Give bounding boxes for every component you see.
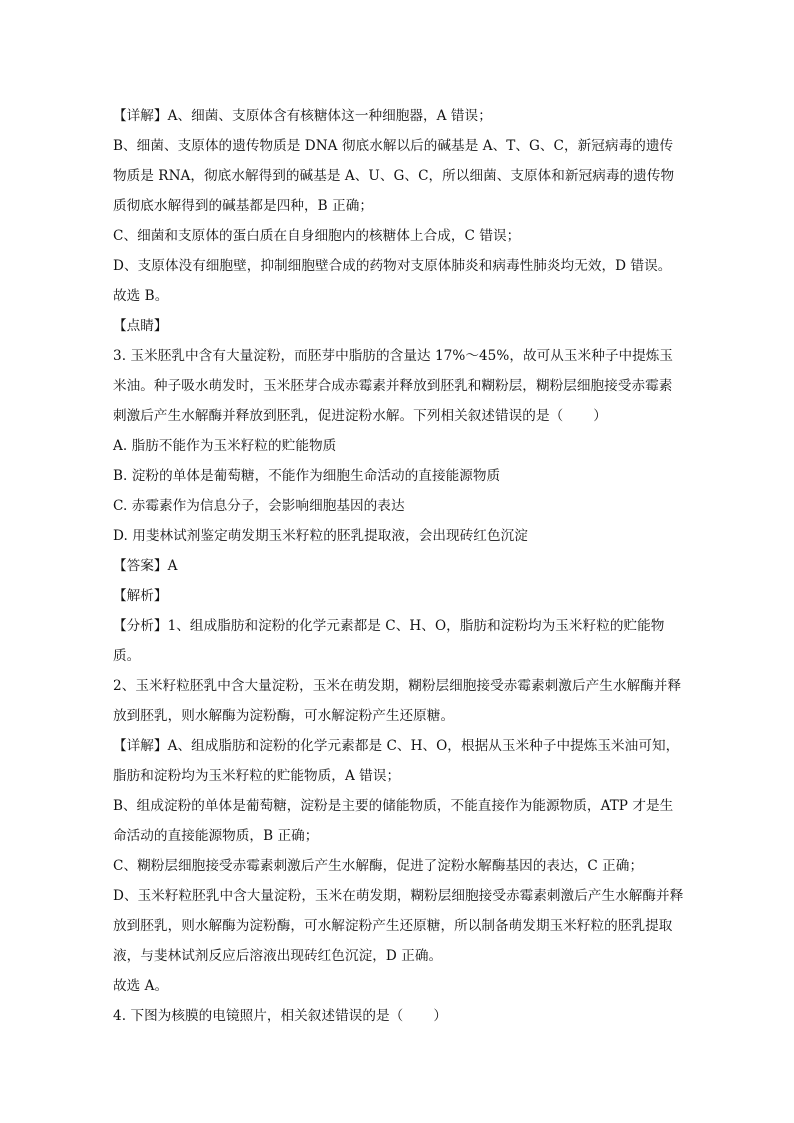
paragraph-text: D. 用斐林试剂鉴定萌发期玉米籽粒的胚乳提取液，会出现砖红色沉淀 [113,528,528,544]
paragraph-text: C、细菌和支原体的蛋白质在自身细胞内的核糖体上合成，C 错误； [113,228,521,244]
closing-paren: ） [433,1008,447,1024]
paragraph [113,101,685,131]
paragraph [113,521,685,551]
paragraph [113,851,685,881]
paragraph [113,731,685,791]
closing-paren: ） [593,408,607,424]
paragraph-text: B、细菌、支原体的遗传物质是 DNA 彻底水解以后的碱基是 A、T、G、C，新冠病毒的遗传物质是 RNA，彻底水解得到的碱基是 A、U、G、C，所以细菌、支原体和新冠病毒的遗传物质彻底水解得到的碱基都是四种，B 正确； [113,138,675,214]
section-label: 【详解】 [113,108,168,124]
section-label: 【答案】 [113,558,168,574]
paragraph [113,971,685,1001]
section-label: 【点睛】 [113,318,168,334]
paragraph [113,551,685,581]
paragraph [113,251,685,281]
document-body [113,101,685,1031]
paragraph [113,581,685,611]
paragraph [113,281,685,311]
paragraph-text: A. 脂肪不能作为玉米籽粒的贮能物质 [113,438,337,454]
paragraph [113,611,685,671]
paragraph-text: 3. 玉米胚乳中含有大量淀粉，而胚芽中脂肪的含量达 17%～45%，故可从玉米种子中提炼玉米油。种子吸水萌发时，玉米胚芽合成赤霉素并释放到胚乳和糊粉层，糊粉层细胞接受赤霉素刺激后产生水解酶并释放到胚乳，促进淀粉水解。下列相关叙述错误的是（ [113,348,674,424]
paragraph [113,791,685,851]
paragraph [113,671,685,731]
paragraph [113,341,685,431]
paragraph-text: 4. 下图为核膜的电镜照片，相关叙述错误的是（ [113,1008,404,1024]
paragraph [113,431,685,461]
paragraph-text: A、组成脂肪和淀粉的化学元素都是 C、H、O，根据从玉米种子中提炼玉米油可知，脂肪和淀粉均为玉米籽粒的贮能物质，A 错误； [113,738,680,784]
section-label: 【详解】 [113,738,168,754]
paragraph-text: D、支原体没有细胞壁，抑制细胞壁合成的药物对支原体肺炎和病毒性肺炎均无效，D 错误。 [113,258,672,274]
paragraph-text: C、糊粉层细胞接受赤霉素刺激后产生水解酶，促进了淀粉水解酶基因的表达，C 正确； [113,858,644,874]
paragraph [113,1001,685,1031]
paragraph-text: 故选 A。 [113,978,169,994]
paragraph-text: C. 赤霉素作为信息分子，会影响细胞基因的表达 [113,498,405,514]
section-label: 【解析】 [113,588,168,604]
paragraph [113,311,685,341]
paragraph-text: B. 淀粉的单体是葡萄糖，不能作为细胞生命活动的直接能源物质 [113,468,501,484]
paragraph [113,461,685,491]
paragraph-text: D、玉米籽粒胚乳中含大量淀粉，玉米在萌发期，糊粉层细胞接受赤霉素刺激后产生水解酶并释放到胚乳，则水解酶为淀粉酶，可水解淀粉产生还原糖，所以制备萌发期玉米籽粒的胚乳提取液，与斐林试剂反应后溶液出现砖红色沉淀，D 正确。 [113,888,684,964]
paragraph-text: B、组成淀粉的单体是葡萄糖，淀粉是主要的储能物质，不能直接作为能源物质，ATP 才是生命活动的直接能源物质，B 正确； [113,798,674,844]
paragraph-text: A、细菌、支原体含有核糖体这一种细胞器，A 错误； [167,108,492,124]
paragraph-text: 2、玉米籽粒胚乳中含大量淀粉，玉米在萌发期，糊粉层细胞接受赤霉素刺激后产生水解酶并释放到胚乳，则水解酶为淀粉酶，可水解淀粉产生还原糖。 [113,678,682,724]
paragraph [113,881,685,971]
paragraph-text: 1、组成脂肪和淀粉的化学元素都是 C、H、O，脂肪和淀粉均为玉米籽粒的贮能物质。 [113,618,665,664]
paragraph-text: A [167,558,178,574]
paragraph [113,131,685,221]
paragraph [113,221,685,251]
paragraph [113,491,685,521]
paragraph-text: 故选 B。 [113,288,169,304]
section-label: 【分析】 [113,618,168,634]
